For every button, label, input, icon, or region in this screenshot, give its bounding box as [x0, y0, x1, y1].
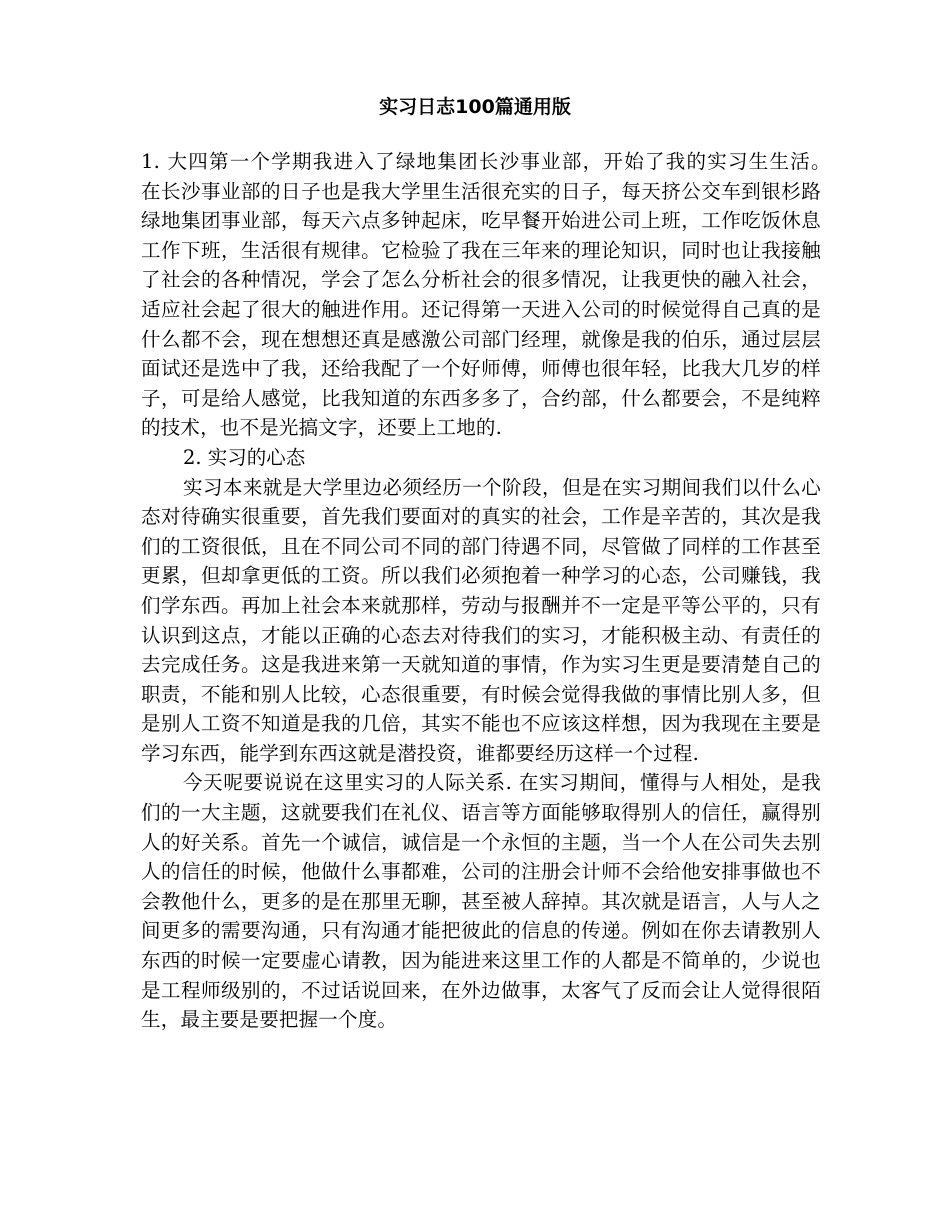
document-title: 实习日志100篇通用版: [379, 96, 571, 118]
section-heading-mindset: 2. 实习的心态: [183, 445, 306, 469]
paragraph-1: 1. 大四第一个学期我进入了绿地集团长沙事业部，开始了我的实习生生活。 在长沙事业部的日子也是我大学里生活很充实的日子，每天挤公交车到银杉路绿地集团事业部，每天六点多钟起床，吃早餐开始进公司上班，工作吃饭休息工作下班，生活很有规律。它检验了我在三年来的理论知识，同时也让我接触了社会的各种情况，学会了怎么分析社会的很多情况，让我更快的融入社会，适应社会起了很大的触进作用。还记得第一天进入公司的时候觉得自己真的是什么都不会，现在想想还真是感激公司部门经理，就像是我的伯乐，通过层层面试还是选中了我，还给我配了一个好师傅，师傅也很年轻，比我大几岁的样子，可是给人感觉，比我知道的东西多多了，合约部，什么都要会，不是纯粹的技术，也不是光搞文字，还要上工地的.: [141, 150, 841, 440]
document-body: [141, 147, 841, 1035]
paragraph-mindset: 实习本来就是大学里边必须经历一个阶段，但是在实习期间我们以什么心态对待确实很重要，首先我们要面对的真实的社会，工作是辛苦的，其次是我们的工资很低，且在不同公司不同的部门待遇不同，尽管做了同样的工作甚至更累，但却拿更低的工资。所以我们必须抱着一种学习的心态，公司赚钱，我们学东西。再加上社会本来就那样，劳动与报酬并不一定是平等公平的，只有认识到这点，才能以正确的心态去对待我们的实习，才能积极主动、有责任的去完成任务。这是我进来第一天就知道的事情，作为实习生更是要清楚自己的职责，不能和别人比较，心态很重要，有时候会觉得我做的事情比别人多，但是别人工资不知道是我的几倍，其实不能也不应该这样想，因为我现在主要是学习东西，能学到东西这就是潜投资，谁都要经历这样一个过程.: [141, 475, 821, 765]
paragraph-relationships: 今天呢要说说在这里实习的人际关系. 在实习期间，懂得与人相处，是我们的一大主题，这就要我们在礼仪、语言等方面能够取得别人的信任，赢得别人的好关系。首先一个诚信，诚信是一个永恒的主题，当一个人在公司失去别人的信任的时候，他做什么事都难，公司的注册会计师不会给他安排事做也不会教他什么，更多的是在那里无聊，甚至被人辞掉。其次就是语言，人与人之间更多的需要沟通，只有沟通才能把彼此的信息的传递。例如在你去请教别人东西的时候一定要虚心请教，因为能进来这里工作的人都是不简单的，少说也是工程师级别的，不过话说回来，在外边做事，太客气了反而会让人觉得很陌生，最主要是要把握一个度。: [141, 771, 821, 1032]
